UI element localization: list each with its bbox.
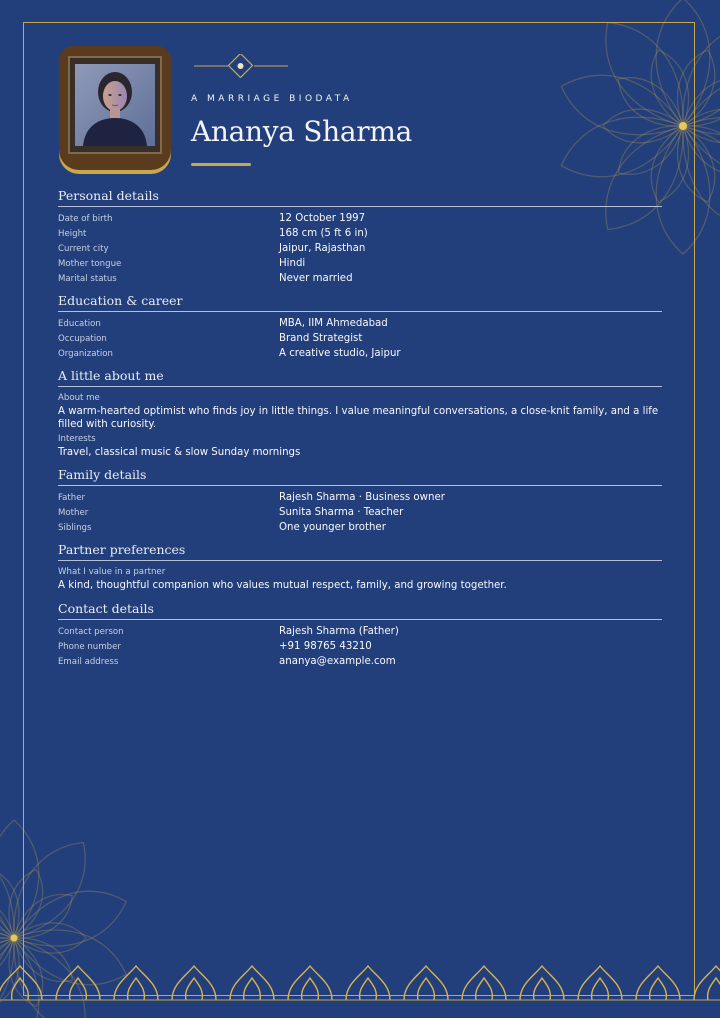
detail-value: Jaipur, Rajasthan [279,243,366,254]
about-label: About me [58,393,100,403]
person-name-title: Ananya Sharma [191,115,413,148]
detail-row [58,226,662,241]
detail-row [58,639,662,654]
detail-value: +91 98765 43210 [279,641,372,652]
partner-text: A kind, thoughtful companion who values mutual respect, family, and growing together. [58,580,507,591]
detail-row [58,256,662,271]
name-underline [191,163,251,166]
detail-value: One younger brother [279,522,386,533]
detail-label: Height [58,228,87,239]
detail-label: Organization [58,348,113,359]
section-contact-details [58,600,662,669]
profile-photo-frame [59,46,171,170]
detail-row [58,241,662,256]
detail-row [58,520,662,535]
interests-text: Travel, classical music & slow Sunday mornings [58,447,301,458]
biodata-content [58,187,662,675]
detail-value: Hindi [279,258,306,269]
detail-label: Education [58,318,101,329]
detail-value: ananya@example.com [279,656,396,667]
section-heading: Partner preferences [58,541,662,561]
detail-row [58,490,662,505]
section-heading: Family details [58,466,662,486]
detail-value: Rajesh Sharma (Father) [279,626,399,637]
section-personal-details [58,187,662,286]
detail-label: Mother tongue [58,258,122,269]
biodata-kicker: A MARRIAGE BIODATA [191,94,353,104]
section-heading: A little about me [58,367,662,387]
detail-value: MBA, IIM Ahmedabad [279,318,388,329]
detail-row [58,211,662,226]
detail-label: Current city [58,243,109,254]
detail-label: Marital status [58,273,117,284]
detail-value: Brand Strategist [279,333,363,344]
detail-value: Never married [279,273,353,284]
detail-label: Mother [58,507,89,518]
detail-value: 12 October 1997 [279,213,366,224]
detail-value: 168 cm (5 ft 6 in) [279,228,368,239]
section-family-details [58,466,662,535]
detail-label: Father [58,492,86,503]
detail-value: Sunita Sharma · Teacher [279,507,404,518]
partner-label: What I value in a partner [58,567,166,577]
detail-row [58,316,662,331]
interests-label: Interests [58,434,96,444]
detail-value: A creative studio, Jaipur [279,348,401,359]
detail-label: Contact person [58,626,124,637]
detail-row [58,271,662,286]
section-partner-preferences [58,541,662,592]
section-heading: Contact details [58,600,662,620]
detail-row [58,346,662,361]
detail-row [58,331,662,346]
photo-border [68,56,162,154]
detail-row [58,654,662,669]
profile-photo [75,64,155,146]
section-heading: Education & career [58,292,662,312]
section-heading: Personal details [58,187,662,207]
detail-label: Siblings [58,522,92,533]
detail-label: Phone number [58,641,121,652]
detail-row [58,624,662,639]
section-education-career [58,292,662,361]
about-text: A warm-hearted optimist who finds joy in little things. I value meaningful conversations, a close-knit family, and a life filled with curiosity. [58,406,659,430]
detail-label: Occupation [58,333,107,344]
detail-label: Email address [58,656,119,667]
section-about-me [58,367,662,459]
detail-value: Rajesh Sharma · Business owner [279,492,445,503]
detail-label: Date of birth [58,213,113,224]
detail-row [58,505,662,520]
